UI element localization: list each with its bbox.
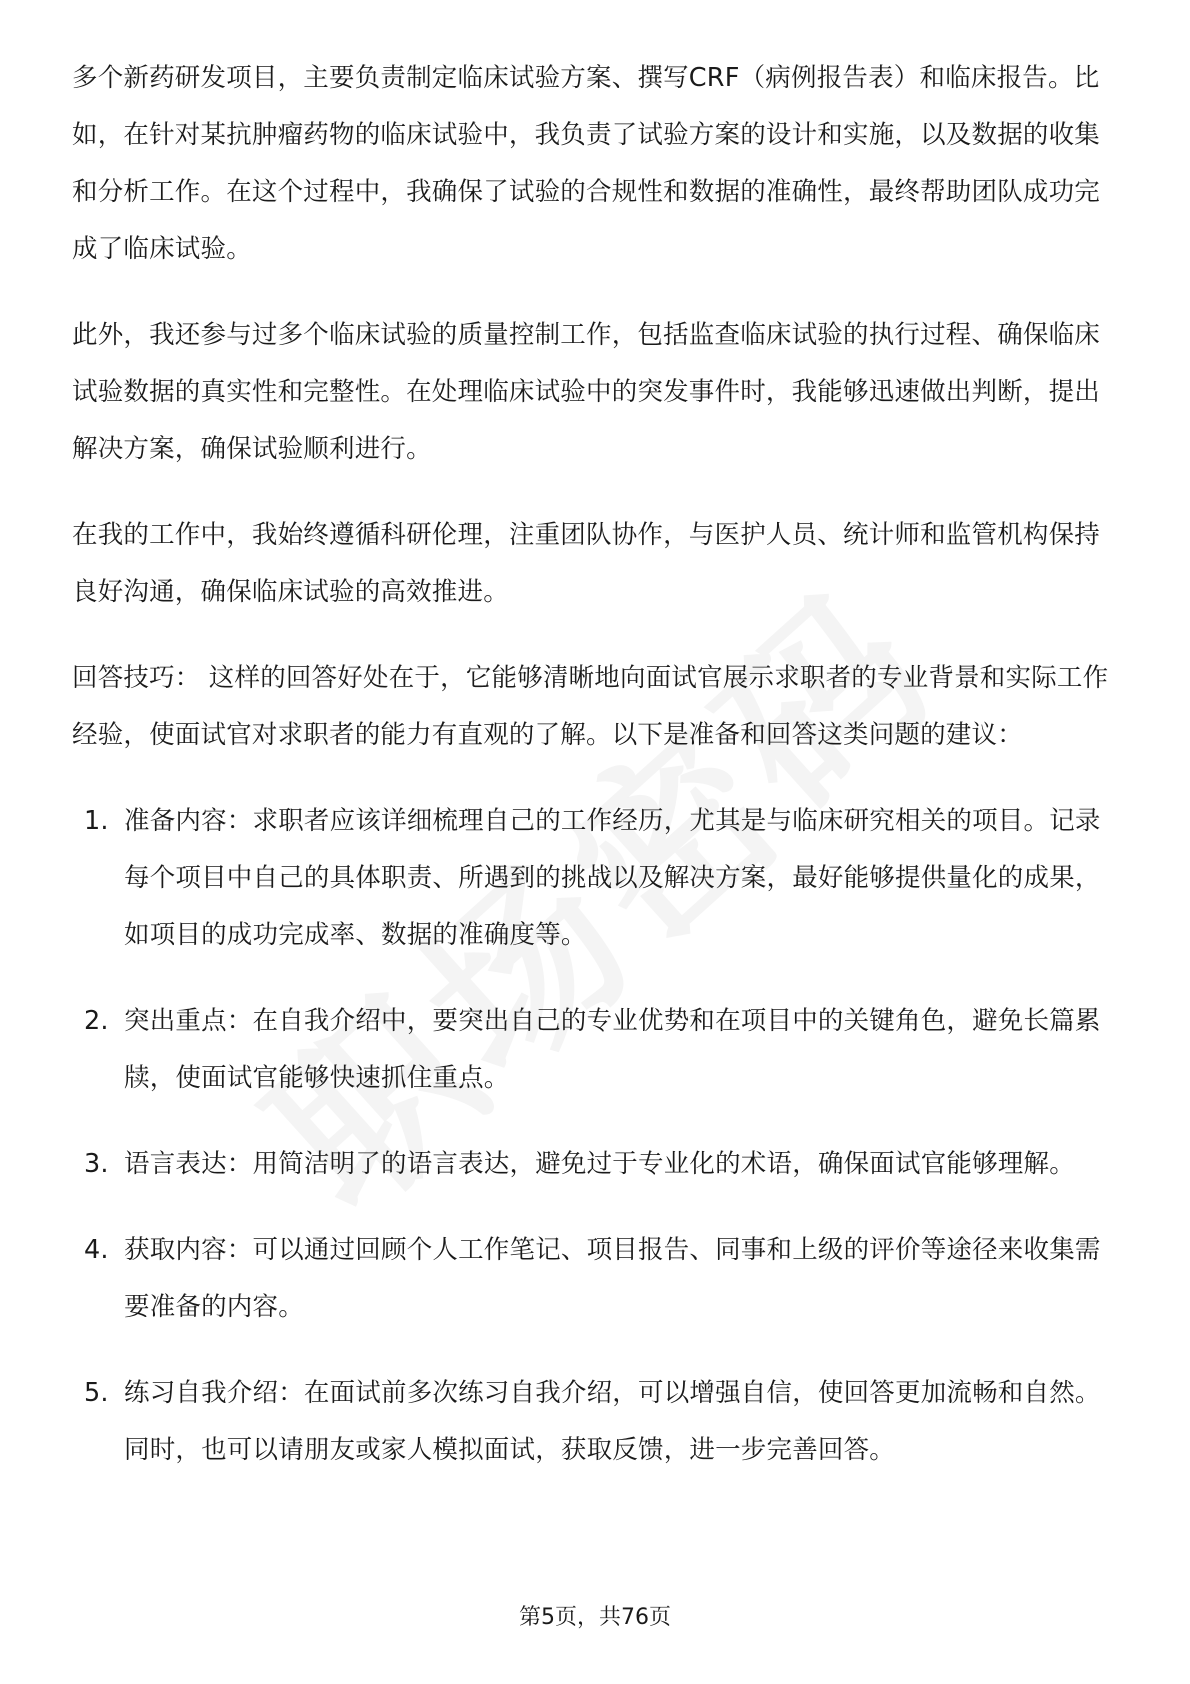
list-item-text: 准备内容：求职者应该详细梳理自己的工作经历，尤其是与临床研究相关的项目。记录每个项目中自己的具体职责、所遇到的挑战以及解决方案，最好能够提供量化的成果，如项目的成功完成率、数据的准确度等。 bbox=[124, 806, 1101, 950]
list-item bbox=[72, 993, 1122, 1107]
list-item-text: 突出重点：在自我介绍中，要突出自己的专业优势和在项目中的关键角色，避免长篇累牍，使面试官能够快速抓住重点。 bbox=[124, 1006, 1101, 1093]
list-item-number: 4. bbox=[84, 1235, 109, 1265]
paragraph-ethics: 在我的工作中，我始终遵循科研伦理，注重团队协作，与医护人员、统计师和监管机构保持良好沟通，确保临床试验的高效推进。 bbox=[72, 520, 1101, 607]
list-item-number: 1. bbox=[84, 806, 109, 836]
paragraph-experience: 多个新药研发项目，主要负责制定临床试验方案、撰写CRF（病例报告表）和临床报告。比如，在针对某抗肿瘤药物的临床试验中，我负责了试验方案的设计和实施，以及数据的收集和分析工作。在这个过程中，我确保了试验的合规性和数据的准确性，最终帮助团队成功完成了临床试验。 bbox=[72, 63, 1101, 264]
list-item-number: 2. bbox=[84, 1006, 109, 1036]
list-item bbox=[72, 793, 1122, 964]
paragraph-answer-tips: 回答技巧： 这样的回答好处在于，它能够清晰地向面试官展示求职者的专业背景和实际工作经验，使面试官对求职者的能力有直观的了解。以下是准备和回答这类问题的建议： bbox=[72, 663, 1109, 750]
list-item-number: 5. bbox=[84, 1378, 109, 1408]
list-item-text: 获取内容：可以通过回顾个人工作笔记、项目报告、同事和上级的评价等途径来收集需要准备的内容。 bbox=[124, 1235, 1101, 1322]
list-item-text: 语言表达：用简洁明了的语言表达，避免过于专业化的术语，确保面试官能够理解。 bbox=[124, 1149, 1075, 1179]
tips-list bbox=[72, 793, 1122, 1479]
list-item-number: 3. bbox=[84, 1149, 109, 1179]
list-item-text: 练习自我介绍：在面试前多次练习自我介绍，可以增强自信，使回答更加流畅和自然。同时，也可以请朋友或家人模拟面试，获取反馈，进一步完善回答。 bbox=[124, 1378, 1101, 1465]
page-content bbox=[72, 50, 1122, 1508]
list-item bbox=[72, 1365, 1122, 1479]
list-item bbox=[72, 1136, 1122, 1193]
list-item bbox=[72, 1222, 1122, 1336]
page-number-footer: 第5页，共76页 bbox=[519, 1605, 671, 1630]
paragraph-quality-control: 此外，我还参与过多个临床试验的质量控制工作，包括监查临床试验的执行过程、确保临床试验数据的真实性和完整性。在处理临床试验中的突发事件时，我能够迅速做出判断，提出解决方案，确保试验顺利进行。 bbox=[72, 320, 1101, 464]
